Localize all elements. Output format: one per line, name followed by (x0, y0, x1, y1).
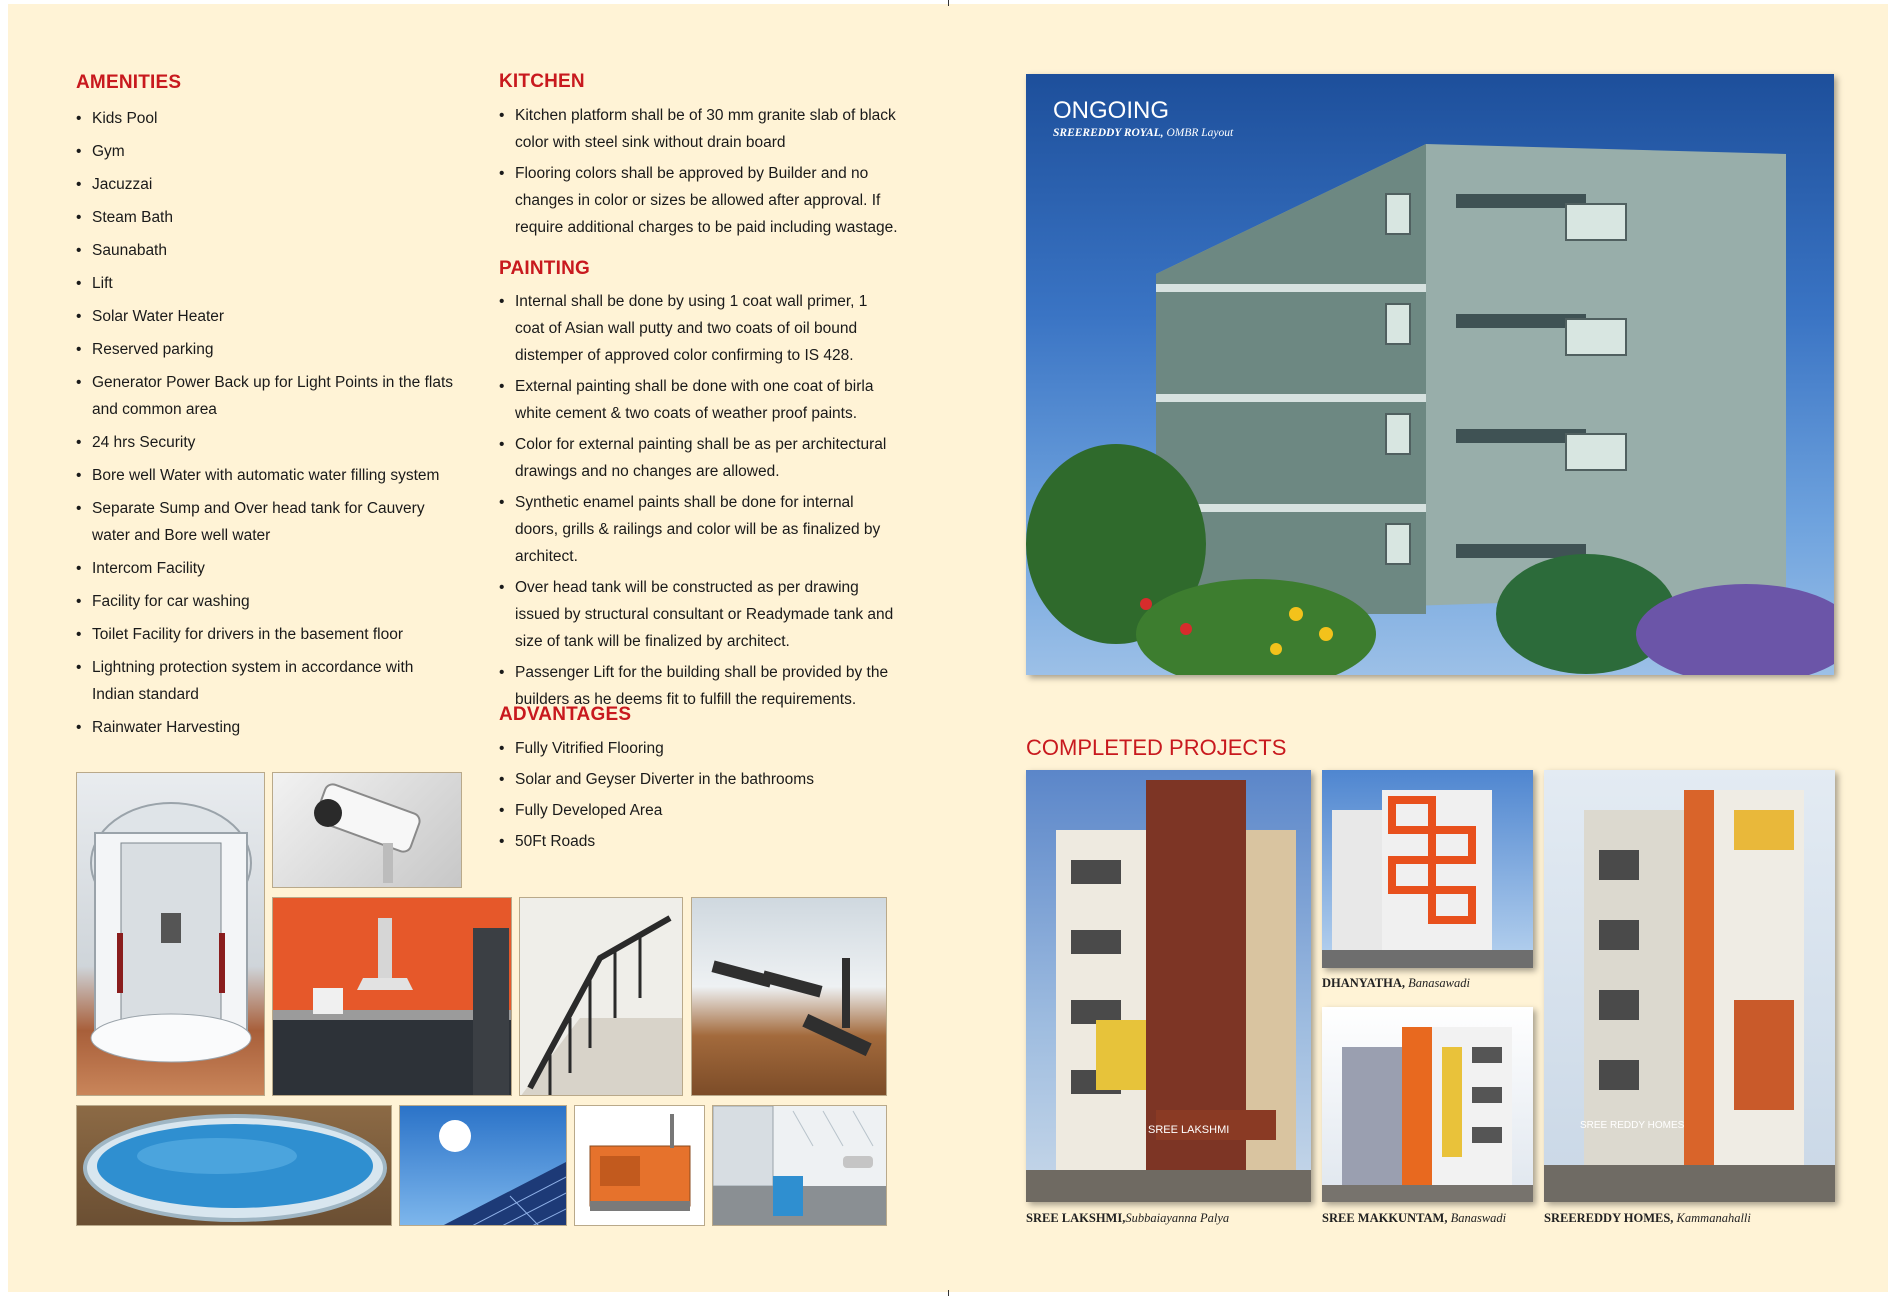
list-item: • Jacuzzai (76, 171, 456, 198)
brochure-page (8, 4, 1888, 1292)
list-item: • Passenger Lift for the building shall be provided by the builders as he deems fit to fulfill the requirements. (499, 659, 899, 713)
sree-makkuntam-image (1322, 1007, 1533, 1202)
ongoing-project-caption (1053, 127, 1233, 139)
list-item: • Flooring colors shall be approved by Builder and no changes in color or sizes be allowed after approval. If require additional charges to be paid including wastage. (499, 160, 899, 241)
sree-lakshmi-location: Subbaiayanna Palya (1125, 1211, 1230, 1225)
list-item: • Kitchen platform shall be of 30 mm granite slab of black color with steel sink without drain board (499, 102, 899, 156)
list-item: • Kids Pool (76, 105, 456, 132)
sreereddy-homes-name: SREEREDDY HOMES, (1544, 1211, 1674, 1225)
ongoing-project-name: SREEREDDY ROYAL, (1053, 127, 1164, 139)
list-item: • 50Ft Roads (499, 828, 899, 855)
sreereddy-homes-sign: SREE REDDY HOMES (1580, 1120, 1685, 1131)
pool-image (76, 1105, 392, 1226)
amenities-list (76, 105, 456, 747)
list-item: • Solar and Geyser Diverter in the bathrooms (499, 766, 899, 793)
painting-list (499, 288, 899, 717)
advantages-heading: ADVANTAGES (499, 704, 632, 725)
kitchen-image (272, 897, 512, 1096)
list-item: • Solar Water Heater (76, 303, 456, 330)
painting-heading: PAINTING (499, 258, 590, 279)
list-item: • Toilet Facility for drivers in the basement floor (76, 621, 456, 648)
dhanyatha-image (1322, 770, 1533, 968)
list-item: • Facility for car washing (76, 588, 456, 615)
list-item: • Intercom Facility (76, 555, 456, 582)
sreereddy-homes-location: Kammanahalli (1676, 1211, 1751, 1225)
kitchen-list (499, 102, 899, 245)
sree-makkuntam-location: Banaswadi (1450, 1211, 1507, 1225)
crop-mark (948, 1290, 949, 1296)
list-item: • Rainwater Harvesting (76, 714, 456, 741)
advantages-list (499, 735, 899, 859)
crop-mark (948, 0, 949, 6)
solar-panel-image (399, 1105, 567, 1226)
list-item: • Over head tank will be constructed as per drawing issued by structural consultant or Readymade tank and size of tank will be finalized by architect. (499, 574, 899, 655)
generator-image (574, 1105, 705, 1226)
amenities-heading: AMENITIES (76, 72, 182, 93)
list-item: • Synthetic enamel paints shall be done for internal doors, grills & railings and color will be as finalized by architect. (499, 489, 899, 570)
sree-lakshmi-caption (1026, 1211, 1229, 1226)
sree-makkuntam-caption (1322, 1211, 1506, 1226)
list-item: • Steam Bath (76, 204, 456, 231)
ongoing-project-image (1026, 74, 1834, 675)
list-item: • Lift (76, 270, 456, 297)
shower-cabin-image (76, 772, 265, 1096)
dhanyatha-caption (1322, 976, 1470, 991)
list-item: • Reserved parking (76, 336, 456, 363)
rainwater-harvesting-image (712, 1105, 887, 1226)
list-item: • Generator Power Back up for Light Points in the flats and common area (76, 369, 456, 423)
dhanyatha-location: Banasawadi (1408, 976, 1470, 990)
kitchen-heading: KITCHEN (499, 71, 585, 92)
list-item: • Bore well Water with automatic water filling system (76, 462, 456, 489)
list-item: • Separate Sump and Over head tank for Cauvery water and Bore well water (76, 495, 456, 549)
list-item: • Saunabath (76, 237, 456, 264)
sree-lakshmi-image (1026, 770, 1311, 1202)
list-item: • Color for external painting shall be as per architectural drawings and no changes are allowed. (499, 431, 899, 485)
sree-lakshmi-sign: SREE LAKSHMI (1148, 1124, 1230, 1136)
sree-lakshmi-name: SREE LAKSHMI, (1026, 1211, 1126, 1225)
list-item: • Fully Vitrified Flooring (499, 735, 899, 762)
list-item: • Gym (76, 138, 456, 165)
list-item: • Internal shall be done by using 1 coat wall primer, 1 coat of Asian wall putty and two coats of oil bound distemper of approved color confirming to IS 428. (499, 288, 899, 369)
list-item: • Lightning protection system in accordance with Indian standard (76, 654, 456, 708)
list-item: • External painting shall be done with one coat of birla white cement & two coats of weather proof paints. (499, 373, 899, 427)
ongoing-project-location: OMBR Layout (1166, 127, 1234, 139)
dhanyatha-name: DHANYATHA, (1322, 976, 1405, 990)
sreereddy-homes-caption (1544, 1211, 1751, 1226)
list-item: • 24 hrs Security (76, 429, 456, 456)
cctv-camera-image (272, 772, 462, 888)
gym-image (691, 897, 887, 1096)
completed-projects-heading: COMPLETED PROJECTS (1026, 735, 1287, 760)
staircase-image (519, 897, 683, 1096)
sreereddy-homes-image (1544, 770, 1835, 1202)
ongoing-title: ONGOING (1053, 97, 1170, 124)
sree-makkuntam-name: SREE MAKKUNTAM, (1322, 1211, 1448, 1225)
list-item: • Fully Developed Area (499, 797, 899, 824)
